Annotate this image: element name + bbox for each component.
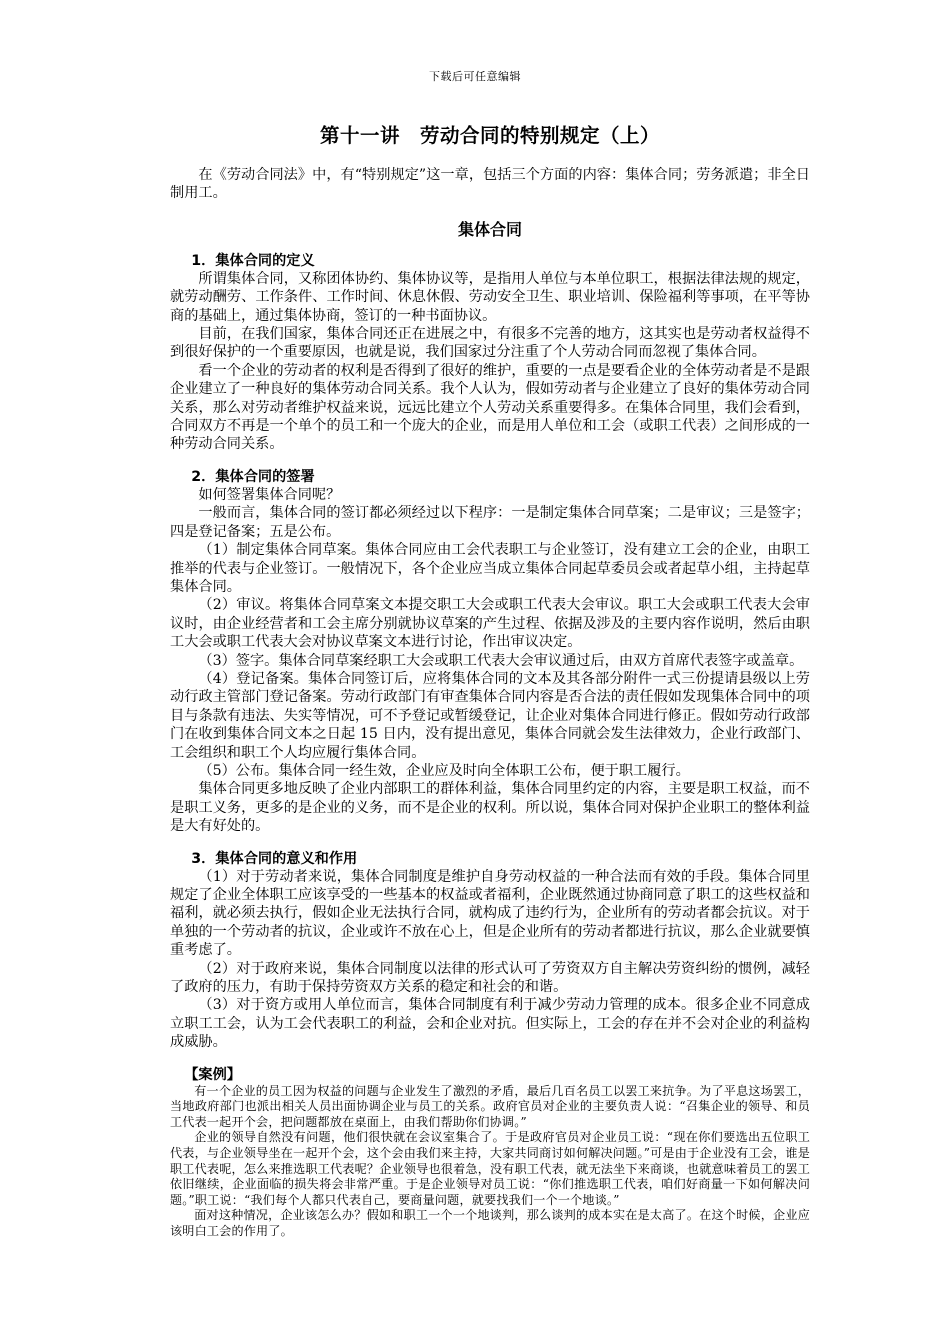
page-header: 下载后可任意编辑 [429,70,521,83]
heading-definition: 1．集体合同的定义 [191,252,315,269]
paragraph: （2）审议。将集体合同草案文本提交职工大会或职工代表大会审议。职工大会或职工代表大会审议时，由企业经营者和工会主席分别就协议草案的产生过程、依据及涉及的主要内容作说明，然后由职工大会或职工代表大会对协议草案文本进行讨论，作出审议决定。 [170,597,810,651]
paragraph: （5）公布。集体合同一经生效，企业应及时向全体职工公布，便于职工履行。 [198,762,690,779]
paragraph: 一般而言，集体合同的签订都必须经过以下程序：一是制定集体合同草案；二是审议；三是签字；四是登记备案；五是公布。 [170,505,810,540]
paragraph: 看一个企业的劳动者的权利是否得到了很好的维护，重要的一点是要看企业的全体劳动者是不是跟企业建立了一种良好的集体劳动合同关系。我个人认为，假如劳动者与企业建立了良好的集体劳动合同关系，那么对劳动者维护权益来说，远远比建立个人劳动关系重要得多。在集体合同里，我们会看到，合同双方不再是一个单个的员工和一个庞大的企业，而是用人单位和工会（或职工代表）之间形成的一种劳动合同关系。 [170,362,810,453]
paragraph: 目前，在我们国家，集体合同还正在进展之中，有很多不完善的地方，这其实也是劳动者权益得不到很好保护的一个重要原因，也就是说，我们国家过分注重了个人劳动合同而忽视了集体合同。 [170,326,810,361]
paragraph: 集体合同更多地反映了企业内部职工的群体利益，集体合同里约定的内容，主要是职工权益，而不是职工义务，更多的是企业的义务，而不是企业的权利。所以说，集体合同对保护企业职工的整体利益是大有好处的。 [170,781,810,835]
paragraph: （3）对于资方或用人单位而言，集体合同制度有利于减少劳动力管理的成本。很多企业不同意成立职工工会，认为工会代表职工的利益，会和企业对抗。但实际上，工会的存在并不会对企业的利益构成威胁。 [170,997,810,1051]
paragraph: 如何签署集体合同呢？ [198,486,341,503]
intro-paragraph: 在《劳动合同法》中，有“特别规定”这一章，包括三个方面的内容：集体合同；劳务派遣；非全日制用工。 [170,167,810,202]
page-title: 第十一讲 劳动合同的特别规定（上） [319,124,660,147]
paragraph: （1）对于劳动者来说，集体合同制度是维护自身劳动权益的一种合法而有效的手段。集体合同里规定了企业全体职工应该享受的一些基本的权益或者福利，企业既然通过协商同意了职工的这些权益和福利，就必须去执行，假如企业无法执行合同，就构成了违约行为，企业所有的劳动者都会抗议。对于单独的一个劳动者的抗议，企业或许不放在心上，但是企业所有的劳动者都进行抗议，那么企业就要慎重考虑了。 [170,868,810,959]
case-study [170,1066,810,1240]
heading-significance: 3．集体合同的意义和作用 [191,850,358,867]
paragraph: （4）登记备案。集体合同签订后，应将集体合同的文本及其各部分附件一式三份提请县级以上劳动行政主管部门登记备案。劳动行政部门有审查集体合同内容是否合法的责任假如发现集体合同中的项目与条款有违法、失实等情况，可不予登记或暂缓登记，让企业对集体合同进行修正。假如劳动行政部门在收到集体合同文本之日起 15 日内，没有提出意见，集体合同就会发生法律效力，企业行政部门、工会组织和职工个人均应履行集体合同。 [170,670,810,761]
case-label: 【案例】 [184,1066,241,1083]
heading-signing: 2．集体合同的签署 [191,468,315,485]
document-body [170,120,810,1240]
paragraph: （1）制定集体合同草案。集体合同应由工会代表职工与企业签订，没有建立工会的企业，由职工推举的代表与企业签订。一般情况下，各个企业应当成立集体合同起草委员会或者起草小组，主持起草集体合同。 [170,542,810,595]
paragraph: （3）签字。集体合同草案经职工大会或职工代表大会审议通过后，由双方首席代表签字或盖章。 [198,652,804,669]
paragraph: （2）对于政府来说，集体合同制度以法律的形式认可了劳资双方自主解决劳资纠纷的惯例，减轻了政府的压力，有助于保持劳资双方关系的稳定和社会的和谐。 [170,960,810,996]
case-paragraph: 企业的领导自然没有问题，他们很快就在会议室集合了。于是政府官员对企业员工说：“现在你们要选出五位职工代表，与企业领导坐在一起开个会，这个会由我们来主持，大家共同商讨如何解决问题。”可是由于企业没有工会，谁是职工代表呢，怎么来推选职工代表呢？企业领导也很着急，没有职工代表，就无法坐下来商谈，也就意味着员工的罢工依旧继续，企业面临的损失将会非常严重。于是企业领导对员工说：“你们推选职工代表，咱们好商量一下如何解决问题。”职工说：“我们每个人都只代表自己，要商量问题，就要找我们一个一个地谈。” [170,1130,810,1207]
case-paragraph: 有一个企业的员工因为权益的问题与企业发生了激烈的矛盾，最后几百名员工以罢工来抗争。为了平息这场罢工，当地政府部门也派出相关人员出面协调企业与员工的关系。政府官员对企业的主要负责人说：“召集企业的领导、和员工代表一起开个会，把问题都放在桌面上，由我们帮助你们协调。” [170,1083,810,1129]
section-title: 集体合同 [457,219,522,239]
case-paragraph: 面对这种情况，企业该怎么办？假如和职工一个一个地谈判，那么谈判的成本实在是太高了。在这个时候，企业应该明白工会的作用了。 [170,1208,810,1238]
paragraph: 所谓集体合同，又称团体协约、集体协议等，是指用人单位与本单位职工，根据法律法规的规定，就劳动酬劳、工作条件、工作时间、休息休假、劳动安全卫生、职业培训、保险福利等事项，在平等协商的基础上，通过集体协商，签订的一种书面协议。 [170,270,810,324]
